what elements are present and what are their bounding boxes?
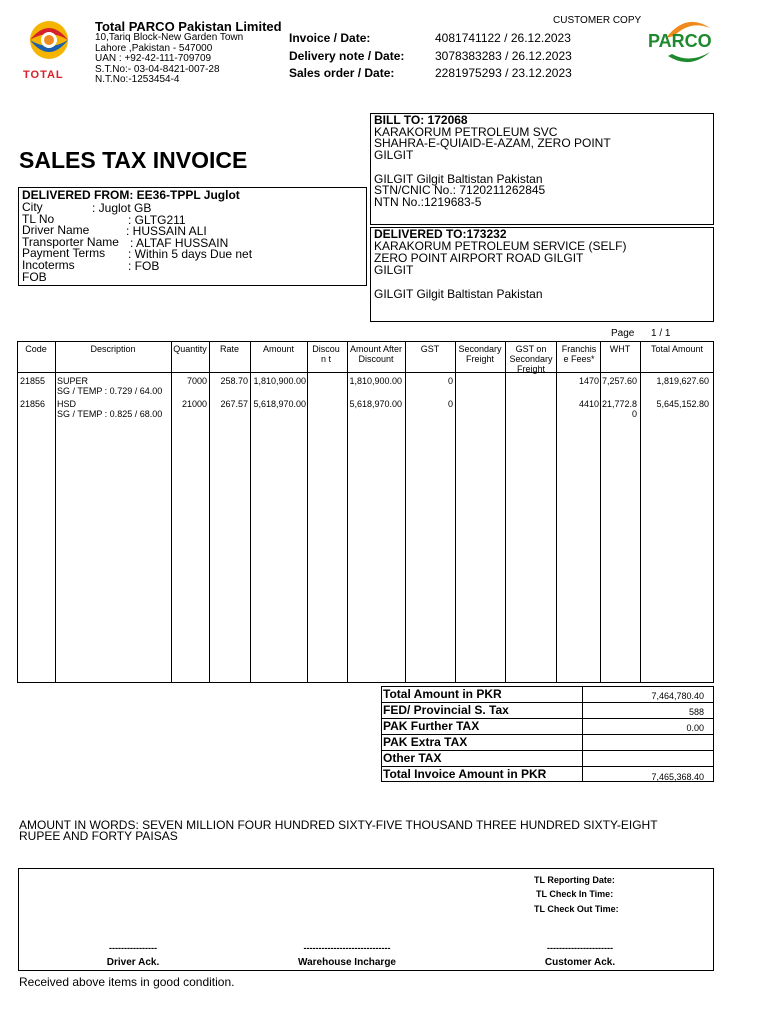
total-emblem-icon [18, 14, 80, 66]
transporter-value: : ALTAF HUSSAIN [130, 235, 229, 250]
other-tax-label: Other TAX [383, 751, 442, 765]
address-line: N.T.No:-1253454-4 [95, 74, 180, 85]
cell-amount-after-discount: 5,618,970.00 [349, 399, 402, 409]
cell-description: HSD [57, 399, 77, 409]
parco-logo [646, 16, 718, 66]
incoterms-value: : FOB [128, 259, 160, 273]
payment-terms-value: : Within 5 days Due net [128, 247, 253, 262]
total-amount-label: Total Amount in PKR [383, 687, 502, 701]
col-header-rate: Rate [219, 344, 239, 354]
address-line: 10,Tariq Block-New Garden Town [95, 32, 244, 43]
bill-to-line: GILGIT [374, 148, 414, 163]
cell-description: SUPER [57, 376, 89, 386]
driver-signature-line: ---------------- [109, 943, 157, 953]
cell-code: 21855 [20, 376, 46, 386]
total-amount-value: 7,464,780.40 [651, 691, 704, 701]
total-logo-text: TOTAL [23, 69, 64, 81]
further-tax-value: 0.00 [686, 723, 704, 733]
col-header-discount: Discoun t [312, 344, 340, 364]
cell-quantity: 21000 [181, 399, 207, 409]
further-tax-label: PAK Further TAX [383, 719, 480, 733]
footer-note: Received above items in good condition. [19, 975, 235, 989]
cell-amount: 1,810,900.00 [253, 376, 306, 386]
driver-name-value: : HUSSAIN ALI [126, 224, 207, 239]
warehouse-signature-line: ----------------------------- [303, 943, 391, 953]
city-value: : Juglot GB [92, 201, 152, 215]
col-header-quantity: Quantity [173, 344, 207, 354]
sales-order-value: 2281975293 / 23.12.2023 [435, 66, 572, 80]
tl-check-in-time: TL Check In Time: [536, 889, 614, 899]
cell-total-amount: 5,645,152.80 [656, 399, 709, 409]
parco-logo-text: PARCO [648, 31, 712, 51]
cell-franchise-fees: 4410 [578, 399, 599, 409]
sales-order-label: Sales order / Date: [289, 66, 395, 80]
tl-reporting-date: TL Reporting Date: [534, 875, 615, 885]
address-line: UAN : +92-42-111-709709 [95, 53, 212, 64]
invoice-date-value: 4081741122 / 26.12.2023 [435, 31, 571, 45]
delivered-to-content [374, 228, 627, 300]
total-invoice-value: 7,465,368.40 [651, 772, 704, 782]
delivered-to-line: GILGIT Gilgit Baltistan Pakistan [374, 287, 543, 301]
col-header-secondary-freight: Secondary Freight [458, 344, 502, 364]
customer-ack-label: Customer Ack. [544, 957, 616, 968]
driver-ack-label: Driver Ack. [106, 957, 160, 968]
cell-quantity: 7000 [186, 376, 207, 386]
col-header-amount-after-discount: Amount After Discount [349, 344, 403, 364]
delivered-to-line: GILGIT [374, 263, 414, 277]
bill-to-line: NTN No.:1219683-5 [374, 194, 482, 209]
bill-to-heading: BILL TO: 172068 [374, 113, 468, 127]
tl-no-value: : GLTG211 [128, 212, 186, 227]
field-label: FOB [22, 269, 47, 284]
delivered-from-content [22, 190, 240, 202]
cell-description-detail: SG / TEMP : 0.729 / 64.00 [57, 386, 163, 396]
total-invoice-label: Total Invoice Amount in PKR [383, 767, 547, 781]
address-line: Lahore ,Pakistan - 547000 [95, 42, 213, 54]
copy-label: CUSTOMER COPY [553, 15, 642, 26]
page-title: SALES TAX INVOICE [19, 147, 248, 173]
field-label: Driver Name [22, 223, 90, 238]
cell-code: 21856 [20, 399, 46, 409]
field-label: Payment Terms [22, 246, 106, 261]
fed-tax-label: FED/ Provincial S. Tax [383, 703, 509, 717]
field-label: Incoterms [22, 257, 75, 272]
field-label: Transporter Name [22, 234, 119, 249]
amount-in-words: AMOUNT IN WORDS: SEVEN MILLION FOUR HUNDRED SIXTY-FIVE THOUSAND THREE HUNDRED SIXTY-EIGHT [19, 818, 658, 832]
customer-signature-line: ---------------------- [547, 943, 613, 953]
address-line: S.T.No:- 03-04-8421-007-28 [95, 63, 220, 75]
company-name: Total PARCO Pakistan Limited [95, 19, 282, 34]
delivered-from-heading: DELIVERED FROM: EE36-TPPL Juglot [22, 188, 240, 202]
delivery-note-label: Delivery note / Date: [289, 49, 405, 63]
extra-tax-label: PAK Extra TAX [383, 735, 468, 749]
cell-rate: 267.57 [220, 399, 248, 409]
field-label: City [22, 200, 43, 214]
cell-wht: 7,257.60 [601, 376, 637, 386]
delivered-to-line: ZERO POINT AIRPORT ROAD GILGIT [374, 251, 584, 265]
field-label: TL No [22, 211, 55, 226]
col-header-gst: GST [420, 344, 440, 354]
fed-tax-value: 588 [688, 707, 704, 717]
page-label: Page [611, 328, 635, 339]
table-header-divider [17, 372, 714, 373]
amount-in-words-cont: RUPEE AND FORTY PAISAS [19, 829, 178, 843]
col-header-wht: WHT [609, 344, 631, 354]
cell-gst: 0 [447, 399, 453, 409]
table-row [0, 377, 768, 399]
cell-total-amount: 1,819,627.60 [656, 376, 709, 386]
bill-to-content [374, 115, 611, 209]
total-logo [18, 14, 80, 82]
invoice-date-label: Invoice / Date: [289, 31, 371, 45]
col-header-gst-on-secondary-freight: GST on Secondary Freight [509, 344, 553, 374]
cell-rate: 258.70 [220, 376, 248, 386]
col-header-description: Description [90, 344, 136, 354]
cell-franchise-fees: 1470 [578, 376, 599, 386]
bill-to-line: GILGIT Gilgit Baltistan Pakistan [374, 171, 543, 186]
delivery-note-value: 3078383283 / 26.12.2023 [435, 49, 572, 63]
bill-to-line: STN/CNIC No.: 7120211262845 [374, 183, 546, 198]
cell-amount-after-discount: 1,810,900.00 [349, 376, 402, 386]
col-header-total-amount: Total Amount [650, 344, 704, 354]
tl-check-out-time: TL Check Out Time: [534, 904, 619, 914]
cell-wht-continuation: 0 [631, 409, 637, 419]
cell-description-detail: SG / TEMP : 0.825 / 68.00 [57, 409, 163, 419]
cell-gst: 0 [447, 376, 453, 386]
cell-wht: 21,772.8 [601, 399, 637, 409]
col-header-code: Code [25, 344, 47, 354]
company-address [95, 33, 243, 86]
warehouse-incharge-label: Warehouse Incharge [298, 957, 396, 968]
col-header-amount: Amount [262, 344, 295, 354]
table-row [0, 400, 768, 422]
page-value: 1 / 1 [651, 328, 671, 339]
bill-to-line: SHAHRA-E-QUIAID-E-AZAM, ZERO POINT [374, 136, 611, 151]
delivered-to-heading: DELIVERED TO:173232 [374, 227, 507, 241]
bill-to-line: KARAKORUM PETROLEUM SVC [374, 124, 558, 139]
delivered-to-line: KARAKORUM PETROLEUM SERVICE (SELF) [374, 239, 627, 253]
cell-amount: 5,618,970.00 [253, 399, 306, 409]
col-header-franchise-fees: Franchis e Fees* [561, 344, 597, 364]
